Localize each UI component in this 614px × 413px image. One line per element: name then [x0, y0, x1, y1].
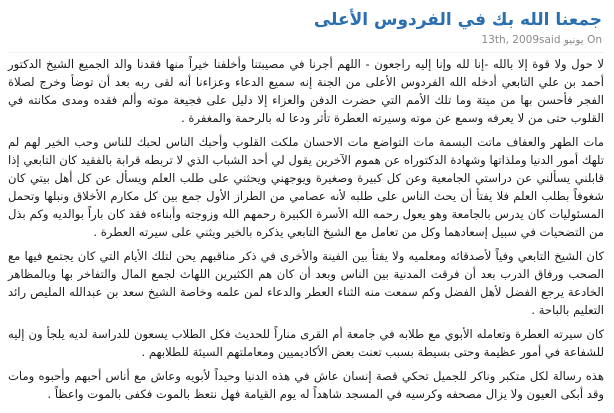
post-paragraph: هذه رسالة لكل متكبر وناكر للجميل تحكي قصة إنسان عاش في هذه الدنيا وحيداً لأبويه وعاش مع أناس أحبهم وأحبوه ومات وقد أبكى العيون ولا يزال مصحفه وكرسيه في المسجد شاهداً له يوم القيامة فهل نتعظ بالموت فكفى بالموت واعظاً . [8, 369, 604, 401]
post-date: On يونيو 13th, 2009 [481, 34, 602, 46]
post-body [8, 52, 604, 403]
post-author: said [539, 34, 561, 46]
post-paragraph: كان الشيخ التابعي وفياً لأصدقائه ومعلميه ولا يفتأ بين الفينة والأخرى في ذكر مناقبهم يحن لتلك الأيام التي كان يجتمع فيها مع الصحب ورفاق الدرب بعد أن فرقت المدنية بين الناس وبعد أن كان هم الكثيرين اللهاث لجمع المال والتفاخر بها وبالمظاهر الخادعة يرجع الفضل لأهل الفضل وكم سمعت منه الثناء العطر والدعاء لمن علمه وخاصة الشيخ سعد بن عبدالله المليص رائد التعليم بالباحة . [8, 249, 604, 317]
post-title[interactable]: جمعنا الله بك في الفردوس الأعلى [313, 10, 602, 30]
post-paragraph: كان سيرته العطرة وتعامله الأبوي مع طلابه في جامعة أم القرى مناراً للحديث فكل الطلاب يسعون للدراسة لديه يلجأ ون إليه للشفاعة في أمور عظيمة وحتى بسيطة بسبب تعنت بعض الأكاديميين ومعاملتهم السيئة للطلابهم . [8, 327, 604, 359]
post-meta [8, 34, 602, 46]
post-paragraph: لا حول ولا قوة إلا بالله -إنا لله وإنا إليه راجعون - اللهم أجرنا في مصيبتنا وأخلفنا خيراً منها فقدنا والد الجميع الشيخ الدكتور أحمد بن علي التابعي أدخله الله الفردوس الأعلى من الجنة إنه سميع الدعاء وعزاءنا أنه لقى ربه بعد أن توضأ وخرج لصلاة الفجر فأحسن بها من ميتة وما تلك الأمم التي حضرت الدفن والعزاء إلا دليل على فجيعة موته وألم فقده ومدى مكانته في القلوب حتى من لا يعرفه وسمع عن موته وسيرته العطرة تأثر ودعا له بالرحمة والمغفرة . [8, 52, 604, 127]
post-paragraph: مات الطهر والعفاف ماتت البسمة مات التواضع مات الاحسان ملكت القلوب وأحبك الناس لحبك للناس وحب الخير لهم لم تلهك أمور الدنيا وملذاتها وشهادة الدكتوراه عن هموم الآخرين يقول لي أحد الشباب الذي لا تربطه قرابة بالفقيد كان التابعي إذا قابلني يسألني عن دراستي الجامعية وعن كل كبيرة وصغيرة ويوجهني ويحثني على طلب العلم ويسأل عن كل أهل بيتي كان شغوفاً بطلب العلم فلا يفتأ أن يحث الناس على طلبه لأنه عصامي من الطراز الأول جمع بين كل مكارم الأخلاق ونبلها وتحمل المسئوليات كان يدرس بالجامعة وهو يعول رحمه الله الأسرة الكبيرة رحمهم الله وزوجته وأبناءه فقد كان باراً بوالديه وكم بذل من التضحيات في سبيل إسعادهما وكل من تعامل مع الشيخ التابعي يذكره بالخير ويثني على سيرته العطرة . [8, 135, 604, 239]
